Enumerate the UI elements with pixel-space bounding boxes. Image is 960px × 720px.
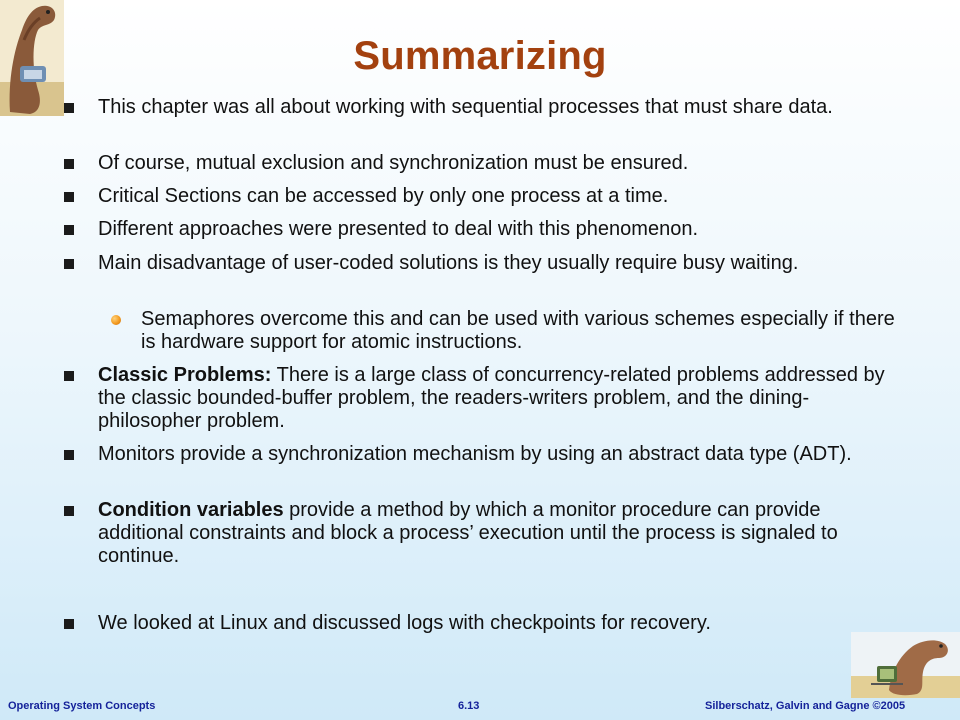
dinosaur-laptop-logo-icon — [851, 632, 960, 698]
square-bullet-icon — [64, 103, 74, 113]
bullet-text: provide a method by which a monitor procedure can provide additional constraints and block a process’ execution until the process is signaled to continue. — [98, 499, 838, 567]
bullet-item — [98, 185, 908, 208]
square-bullet-icon — [64, 450, 74, 460]
round-bullet-icon — [111, 315, 121, 325]
slide-title: Summarizing — [353, 34, 607, 78]
bullet-text: Of course, mutual exclusion and synchronization must be ensured. — [98, 152, 689, 174]
bullet-text: Different approaches were presented to deal with this phenomenon. — [98, 218, 699, 240]
bullet-item — [98, 499, 908, 568]
bullet-item — [98, 218, 908, 241]
bullet-text: This chapter was all about working with sequential processes that must share data. — [98, 96, 833, 118]
bullet-item — [98, 443, 908, 466]
square-bullet-icon — [64, 259, 74, 269]
bullet-text: Monitors provide a synchronization mechanism by using an abstract data type (ADT). — [98, 443, 852, 465]
bullet-bold-lead: Condition variables — [98, 499, 284, 521]
sub-bullet-item — [141, 308, 911, 354]
footer-authors: Silberschatz, Galvin and Gagne ©2005 — [705, 700, 906, 712]
bullet-item — [98, 96, 908, 119]
bullet-text: We looked at Linux and discussed logs with checkpoints for recovery. — [98, 612, 711, 634]
bullet-text: Critical Sections can be accessed by only one process at a time. — [98, 185, 669, 207]
footer-book-title: Operating System Concepts — [8, 700, 156, 712]
square-bullet-icon — [64, 225, 74, 235]
bullet-text: There is a large class of concurrency-related problems addressed by the classic bounded-buffer problem, the readers-writers problem, and the dining-philosopher problem. — [98, 364, 885, 432]
square-bullet-icon — [64, 619, 74, 629]
footer-page-number: 6.13 — [458, 700, 480, 712]
square-bullet-icon — [64, 159, 74, 169]
bullet-item — [98, 612, 908, 635]
bullet-bold-lead: Classic Problems: — [98, 364, 272, 386]
square-bullet-icon — [64, 371, 74, 381]
bullet-item — [98, 252, 908, 275]
square-bullet-icon — [64, 506, 74, 516]
bullet-item — [98, 152, 908, 175]
bullet-item — [98, 364, 908, 433]
bullet-text: Semaphores overcome this and can be used with various schemes especially if there is hardware support for atomic instructions. — [141, 308, 895, 353]
square-bullet-icon — [64, 192, 74, 202]
bullet-text: Main disadvantage of user-coded solutions is they usually require busy waiting. — [98, 252, 799, 274]
